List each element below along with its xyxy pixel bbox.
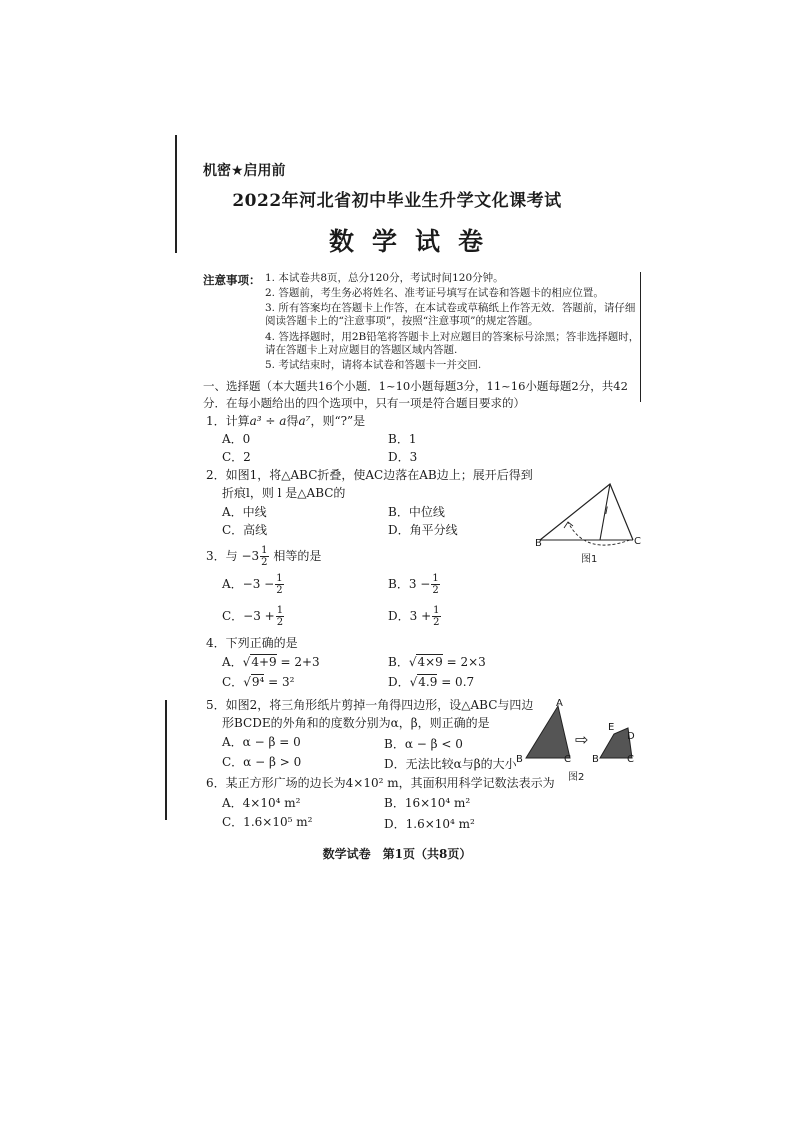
note-item: 5. 考试结束时，请将本试卷和答题卡一并交回. bbox=[265, 359, 482, 371]
figure-1-caption: 图1 bbox=[581, 554, 598, 565]
figure-2-label-e: E bbox=[608, 722, 615, 733]
figure-2-label-b: B bbox=[516, 754, 523, 765]
confidential-mark: 机密★启用前 bbox=[203, 163, 286, 179]
note-item: 2. 答题前，考生务必将姓名、准考证号填写在试卷和答题卡的相应位置。 bbox=[265, 287, 604, 299]
question-5-option-c: C．α − β > 0 bbox=[222, 755, 302, 769]
page-footer: 数学试卷 第1页（共8页） bbox=[322, 847, 472, 861]
question-4-option-a: A．√4+9 = 2+3 bbox=[222, 655, 320, 669]
question-3-option-d: D．3 + $\frac{1}{2}$ bbox=[388, 605, 440, 628]
question-6-option-d: D．1.6×10⁴ m² bbox=[384, 817, 475, 831]
question-4-option-c: C．√9⁴ = 3² bbox=[222, 675, 295, 689]
question-2-stem-line-1: 2．如图1，将△ABC折叠，使AC边落在AB边上；展开后得到 bbox=[206, 468, 533, 482]
figure-1-triangle-fold bbox=[530, 478, 650, 558]
question-1-option-b: B．1 bbox=[388, 432, 417, 446]
question-5-stem-line-1: 5．如图2，将三角形纸片剪掉一角得四边形，设△ABC与四边 bbox=[206, 698, 534, 712]
question-6-option-a: A．4×10⁴ m² bbox=[222, 796, 301, 810]
exam-title: 2022年河北省初中毕业生升学文化课考试 bbox=[232, 191, 562, 211]
note-item: 1. 本试卷共8页，总分120分，考试时间120分钟。 bbox=[265, 272, 504, 284]
figure-1-label-b: B bbox=[535, 538, 542, 549]
question-6-stem: 6．某正方形广场的边长为4×10² m，其面积用科学记数法表示为 bbox=[206, 776, 555, 790]
figure-1-label-c: C bbox=[634, 536, 641, 547]
figure-2-caption: 图2 bbox=[568, 772, 585, 783]
question-1-option-d: D．3 bbox=[388, 450, 418, 464]
figure-1-label-l: l bbox=[605, 506, 608, 517]
question-1-option-a: A．0 bbox=[222, 432, 251, 446]
figure-2-arrow: ⇨ bbox=[575, 730, 589, 749]
question-3-stem: 3．与 −3 $\frac{1}{2}$ 相等的是 bbox=[206, 545, 322, 568]
question-2-option-b: B．中位线 bbox=[388, 505, 445, 519]
paper-title: 数学试卷 bbox=[328, 227, 501, 256]
question-4-option-b: B．√4×9 = 2×3 bbox=[388, 655, 486, 669]
figure-2-label-c2: C bbox=[627, 754, 634, 765]
question-2-stem-line-2: 折痕l，则 l 是△ABC的 bbox=[222, 486, 346, 500]
question-3-option-c: C．−3 + $\frac{1}{2}$ bbox=[222, 605, 284, 628]
question-5-stem-line-2: 形BCDE的外角和的度数分别为α，β，则正确的是 bbox=[222, 716, 490, 730]
question-2-option-c: C．高线 bbox=[222, 523, 268, 537]
question-2-option-a: A．中线 bbox=[222, 505, 267, 519]
question-5-option-d: D．无法比较α与β的大小 bbox=[384, 757, 517, 771]
figure-2-label-c: C bbox=[564, 754, 571, 765]
section-heading: 一、选择题（本大题共16个小题．1~10小题每题3分，11~16小题每题2分，共42分．在每小题给出的四个选项中，只有一项是符合题目要求的） bbox=[203, 379, 628, 410]
left-margin-line-bottom bbox=[165, 700, 167, 820]
question-3-option-b: B．3 − $\frac{1}{2}$ bbox=[388, 573, 439, 596]
question-1-option-c: C．2 bbox=[222, 450, 251, 464]
question-2-option-d: D．角平分线 bbox=[388, 523, 458, 537]
question-3-option-a: A．−3 − $\frac{1}{2}$ bbox=[222, 573, 283, 596]
question-5-option-a: A．α − β = 0 bbox=[222, 735, 301, 749]
question-4-option-d: D．√4.9 = 0.7 bbox=[388, 675, 475, 689]
question-1-stem: 1．计算a³ ÷ a得a⁷，则“?”是 bbox=[206, 414, 366, 428]
note-item: 4. 答选择题时，用2B铅笔将答题卡上对应题目的答案标号涂黑；答非选择题时，请在答题卡上对应题目的答题区域内答题. bbox=[265, 331, 640, 356]
figure-2-label-a: A bbox=[556, 698, 563, 709]
notes-label: 注意事项： bbox=[203, 273, 261, 287]
figure-2-label-d: D bbox=[627, 731, 635, 742]
question-6-option-b: B．16×10⁴ m² bbox=[384, 796, 471, 810]
note-item: 3. 所有答案均在答题卡上作答，在本试卷或草稿纸上作答无效．答题前，请仔细阅读答题卡上的“注意事项”，按照“注意事项”的规定答题。 bbox=[265, 302, 636, 327]
figure-2-label-b2: B bbox=[592, 754, 599, 765]
question-4-stem: 4．下列正确的是 bbox=[206, 636, 298, 650]
question-6-option-c: C．1.6×10⁵ m² bbox=[222, 815, 313, 829]
question-5-option-b: B．α − β < 0 bbox=[384, 737, 463, 751]
